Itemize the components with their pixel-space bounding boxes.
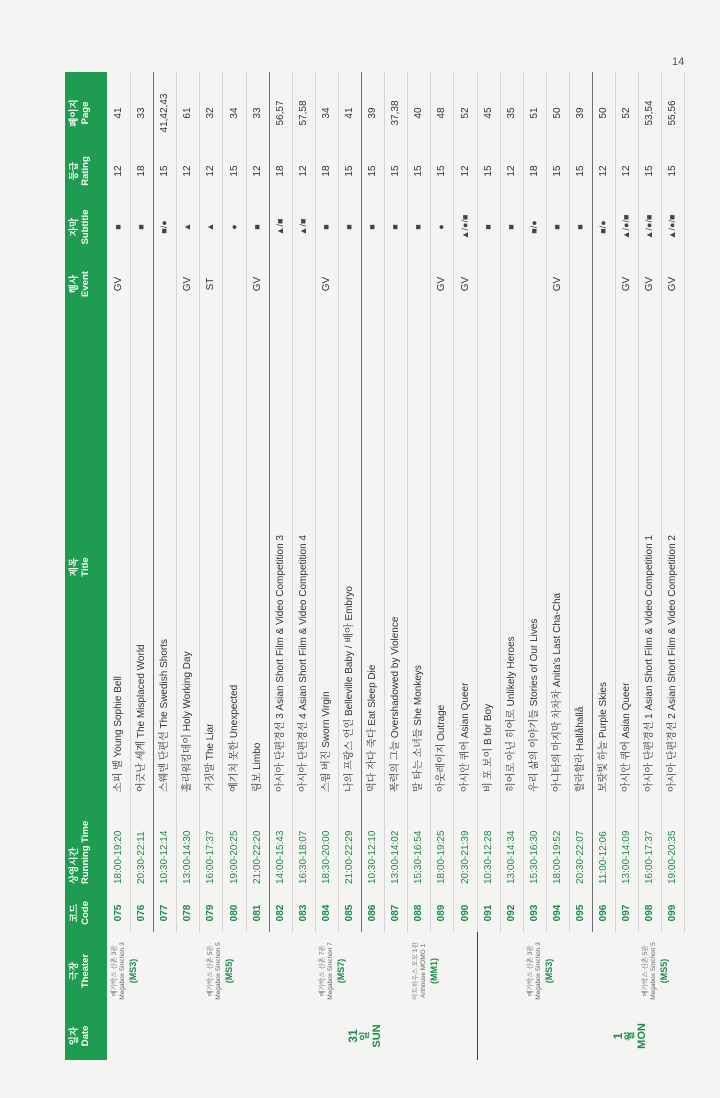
cell-running-time: 14:00-15:43: [274, 830, 286, 884]
cell-page: 51: [528, 107, 540, 119]
cell-title: 먹다 자다 죽다 Eat Sleep Die: [367, 664, 379, 792]
cell-subtitle: ▲/●/■: [644, 214, 655, 240]
schedule-table: [65, 72, 700, 1060]
cell-running-time: 16:00-17:37: [205, 830, 217, 884]
cell-page: 45: [482, 107, 494, 119]
table-row: [454, 72, 478, 932]
cell-rating: 15: [551, 165, 563, 177]
cell-page: 56,57: [274, 100, 286, 126]
cell-rating: 12: [621, 165, 633, 177]
cell-running-time: 10:30-12:14: [159, 830, 171, 884]
cell-title: 비 포 보이 B for Boy: [482, 703, 494, 792]
table-row: [546, 72, 570, 932]
cell-rating: 12: [459, 165, 471, 177]
cell-page: 41: [344, 107, 355, 119]
cell-code: 096: [598, 904, 610, 922]
header-event: 행사 Event: [69, 271, 91, 297]
table-row: [407, 72, 431, 932]
cell-code: 094: [551, 904, 563, 922]
cell-subtitle: ▲/■: [274, 218, 285, 236]
header-date: 일자 Date: [69, 1025, 91, 1047]
cell-page: 39: [367, 107, 379, 119]
cell-code: 083: [297, 904, 309, 922]
table-row: [361, 72, 385, 932]
cell-page: 52: [621, 107, 633, 119]
cell-rating: 15: [159, 165, 171, 177]
cell-event: ST: [205, 277, 217, 291]
cell-title: 나의 프랑스 언인 Belleville Baby / 배아 Embryo: [344, 586, 355, 792]
header-subtitle: 자막 Subtitle: [69, 209, 91, 245]
cell-rating: 15: [344, 165, 355, 177]
cell-subtitle: ●: [228, 224, 239, 230]
table-row: [315, 72, 339, 932]
page-number: 14: [672, 56, 685, 68]
cell-running-time: 18:00-19:20: [113, 830, 124, 884]
cell-page: 48: [436, 107, 448, 119]
cell-title: 우리 삶의 이야기들 Stories of Our Lives: [528, 618, 540, 792]
cell-rating: 12: [297, 165, 309, 177]
cell-code: 086: [367, 904, 379, 922]
header-theater: 극장 Theater: [69, 953, 91, 989]
cell-title: 홀리워킹데이 Holy Working Day: [182, 651, 194, 792]
cell-subtitle: ■/●: [528, 220, 539, 234]
table-row: [246, 72, 270, 932]
cell-event: GV: [320, 276, 332, 292]
cell-running-time: 20:30-22:07: [575, 830, 586, 884]
cell-subtitle: ▲/●/■: [621, 214, 632, 240]
cell-rating: 12: [205, 165, 217, 177]
cell-running-time: 16:00-17:37: [644, 830, 656, 884]
cell-code: 087: [390, 904, 402, 922]
theater-label: 메가박스 신촌 3관 Megabox Sinchon 3 (MS3): [111, 942, 138, 1000]
cell-event: GV: [459, 276, 471, 292]
cell-code: 081: [251, 904, 263, 922]
cell-rating: 18: [528, 165, 540, 177]
cell-running-time: 15:30-16:54: [413, 830, 425, 884]
cell-rating: 15: [367, 165, 379, 177]
table-row: [199, 72, 223, 932]
cell-code: 090: [459, 904, 471, 922]
cell-running-time: 21:00-22:29: [344, 830, 355, 884]
cell-rating: 12: [113, 165, 124, 177]
table-header: [65, 72, 107, 1060]
cell-subtitle: ▲/■: [297, 218, 308, 236]
cell-subtitle: ■/●: [159, 220, 170, 234]
table-row: [107, 72, 131, 932]
cell-subtitle: ■: [413, 224, 424, 230]
cell-rating: 18: [136, 165, 148, 177]
cell-code: 078: [182, 904, 194, 922]
cell-running-time: 10:30-12:28: [482, 830, 494, 884]
cell-running-time: 13:00-14:30: [182, 830, 194, 884]
cell-code: 085: [344, 904, 355, 922]
cell-rating: 15: [413, 165, 425, 177]
cell-rating: 15: [644, 165, 656, 177]
cell-page: 32: [205, 107, 217, 119]
cell-running-time: 18:00-19:52: [551, 830, 563, 884]
cell-page: 61: [182, 107, 194, 119]
header-running-time: 상영시간 Running Time: [69, 820, 91, 884]
cell-page: 34: [228, 107, 240, 119]
cell-title: 아웃레이지 Outrage: [436, 704, 448, 792]
cell-code: 082: [274, 904, 286, 922]
cell-running-time: 21:00-22:20: [251, 830, 263, 884]
cell-page: 37,38: [390, 100, 402, 126]
cell-code: 075: [113, 904, 124, 922]
cell-subtitle: ■: [136, 224, 147, 230]
cell-title: 소피 벨 Young Sophie Bell: [113, 676, 124, 792]
cell-event: GV: [182, 276, 194, 292]
table-row: [130, 72, 154, 932]
cell-subtitle: ■: [251, 224, 262, 230]
cell-page: 39: [575, 107, 586, 119]
cell-subtitle: ■: [344, 224, 354, 230]
table-row: [384, 72, 408, 932]
theater-label: 메가박스 신촌 3관 Megabox Sinchon 3 (MS3): [527, 942, 554, 1000]
cell-page: 33: [251, 107, 263, 119]
cell-code: 093: [528, 904, 540, 922]
cell-code: 079: [205, 904, 217, 922]
cell-subtitle: ▲: [182, 222, 193, 232]
table-row: [477, 72, 501, 932]
table-row: [638, 72, 662, 932]
cell-title: 어긋난 세계 The Misplaced World: [136, 644, 148, 792]
cell-running-time: 13:00-14:34: [505, 830, 517, 884]
cell-page: 50: [598, 107, 610, 119]
cell-title: 보랏빛 하늘 Purple Skies: [598, 682, 610, 792]
header-page: 페이지 Page: [69, 99, 91, 127]
date-sun-31: 31 일 SUN: [346, 1024, 383, 1048]
table-row: [153, 72, 177, 932]
theater-label: 메가박스 신촌 7관 Megabox Sinchon 7 (MS7): [319, 942, 346, 1000]
cell-running-time: 18:00-19:25: [436, 830, 448, 884]
cell-rating: 15: [390, 165, 402, 177]
cell-running-time: 19:00-20:35: [667, 830, 679, 884]
cell-subtitle: ■: [320, 224, 331, 230]
cell-title: 말 타는 소녀들 She Monkeys: [413, 665, 425, 792]
header-rating: 등급 Rating: [69, 156, 91, 186]
cell-title: 히어로 아닌 히어로 Unlikely Heroes: [505, 636, 517, 792]
cell-subtitle: ▲/●/■: [667, 214, 678, 240]
cell-page: 55,56: [667, 100, 679, 126]
table-row: [500, 72, 524, 932]
table-row: [292, 72, 316, 932]
header-title: 제목 Title: [69, 557, 91, 577]
cell-title: 아시안 퀴어 Asian Queer: [621, 682, 633, 792]
cell-rating: 12: [505, 165, 517, 177]
cell-code: 084: [320, 904, 332, 922]
cell-subtitle: ▲: [205, 222, 216, 232]
cell-subtitle: ■: [390, 224, 401, 230]
cell-title: 거짓말 The Liar: [205, 723, 217, 792]
cell-title: 아시아 단편경선 3 Asian Short Film & Video Competition 3: [274, 535, 286, 792]
cell-rating: 15: [436, 165, 448, 177]
cell-event: GV: [251, 276, 263, 292]
table-row: [592, 72, 616, 932]
cell-event: GV: [621, 276, 633, 292]
cell-running-time: 15:30-16:30: [528, 830, 540, 884]
cell-subtitle: ■/●: [598, 220, 609, 234]
table-row: [569, 72, 593, 932]
cell-running-time: 13:00-14:09: [621, 830, 633, 884]
cell-code: 088: [413, 904, 425, 922]
cell-subtitle: ■: [551, 224, 562, 230]
cell-code: 076: [136, 904, 148, 922]
cell-title: 아시아 단편경선 4 Asian Short Film & Video Competition 4: [297, 535, 309, 792]
cell-page: 40: [413, 107, 425, 119]
cell-subtitle: ▲/●/■: [459, 214, 470, 240]
cell-subtitle: ■: [367, 224, 378, 230]
cell-subtitle: ■: [505, 224, 516, 230]
cell-event: GV: [644, 276, 656, 292]
cell-running-time: 18:30-20:00: [320, 830, 332, 884]
cell-title: 아시아 단편경선 1 Asian Short Film & Video Competition 1: [644, 535, 656, 792]
cell-page: 33: [136, 107, 148, 119]
cell-running-time: 16:30-18:07: [297, 830, 309, 884]
table-row: [661, 72, 685, 932]
cell-running-time: 20:30-22:11: [136, 831, 148, 884]
cell-page: 53,54: [644, 100, 656, 126]
cell-code: 095: [575, 904, 586, 922]
cell-rating: 15: [667, 165, 679, 177]
cell-running-time: 20:30-21:39: [459, 830, 471, 884]
cell-rating: 18: [274, 165, 286, 177]
cell-rating: 12: [598, 165, 610, 177]
theater-label: 메가박스 신촌 5관 Megabox Sinchon 5 (MS5): [207, 942, 234, 1000]
cell-page: 52: [459, 107, 471, 119]
table-row: [523, 72, 547, 932]
cell-code: 080: [228, 904, 240, 922]
cell-running-time: 11:00-12:06: [598, 831, 610, 884]
table-row: [615, 72, 639, 932]
cell-code: 098: [644, 904, 656, 922]
cell-rating: 18: [320, 165, 332, 177]
cell-rating: 12: [251, 165, 263, 177]
table-row: [176, 72, 200, 932]
cell-event: GV: [667, 276, 679, 292]
cell-running-time: 13:00-14:02: [390, 830, 402, 884]
table-row: [338, 72, 362, 932]
cell-title: 아시아 단편경선 2 Asian Short Film & Video Competition 2: [667, 535, 679, 792]
cell-rating: 15: [482, 165, 494, 177]
cell-code: 091: [482, 904, 494, 922]
cell-rating: 15: [575, 165, 586, 177]
table-row: [430, 72, 454, 932]
cell-code: 077: [159, 904, 171, 922]
cell-subtitle: ■: [575, 224, 585, 230]
cell-event: GV: [113, 276, 124, 292]
cell-title: 아니타의 마지막 차차차 Anita's Last Cha-Cha: [551, 592, 563, 792]
cell-title: 스웨덴 단편선 The Swedish Shorts: [159, 638, 171, 792]
theater-label: 아트하우스 모모 1관 Arthouse MOMO 1 (MM1): [412, 942, 439, 1000]
cell-event: GV: [436, 276, 448, 292]
cell-rating: 15: [228, 165, 240, 177]
cell-code: 089: [436, 904, 448, 922]
cell-page: 50: [551, 107, 563, 119]
cell-subtitle: ■: [482, 224, 493, 230]
date-mon-1: 1 월 MON: [611, 1023, 648, 1049]
cell-title: 스웜 버진 Sworn Virgin: [320, 691, 332, 792]
cell-code: 097: [621, 904, 633, 922]
cell-title: 폭력의 그늘 Overshadowed by Violence: [390, 616, 402, 792]
cell-page: 57,58: [297, 100, 309, 126]
cell-page: 41,42,43: [159, 93, 171, 133]
table-row: [269, 72, 293, 932]
cell-page: 35: [505, 107, 517, 119]
cell-page: 34: [320, 107, 332, 119]
cell-title: 림보 Limbo: [251, 742, 263, 792]
cell-rating: 12: [182, 165, 194, 177]
cell-code: 099: [667, 904, 679, 922]
cell-page: 41: [113, 107, 124, 119]
cell-title: 할라할라 Hallåhallå: [575, 706, 586, 792]
table-row: [223, 72, 247, 932]
cell-title: 아시안 퀴어 Asian Queer: [459, 682, 471, 792]
header-code: 코드 Code: [69, 901, 91, 925]
cell-running-time: 19:00-20:25: [228, 830, 240, 884]
cell-code: 092: [505, 904, 517, 922]
cell-event: GV: [551, 276, 563, 292]
cell-title: 예기치 못한 Unexpected: [228, 684, 240, 792]
cell-subtitle: ●: [436, 224, 447, 230]
cell-running-time: 10:30-12:10: [367, 830, 379, 884]
cell-subtitle: ■: [113, 224, 123, 230]
theater-label: 메가박스 신촌 5관 Megabox Sinchon 5 (MS5): [642, 942, 669, 1000]
